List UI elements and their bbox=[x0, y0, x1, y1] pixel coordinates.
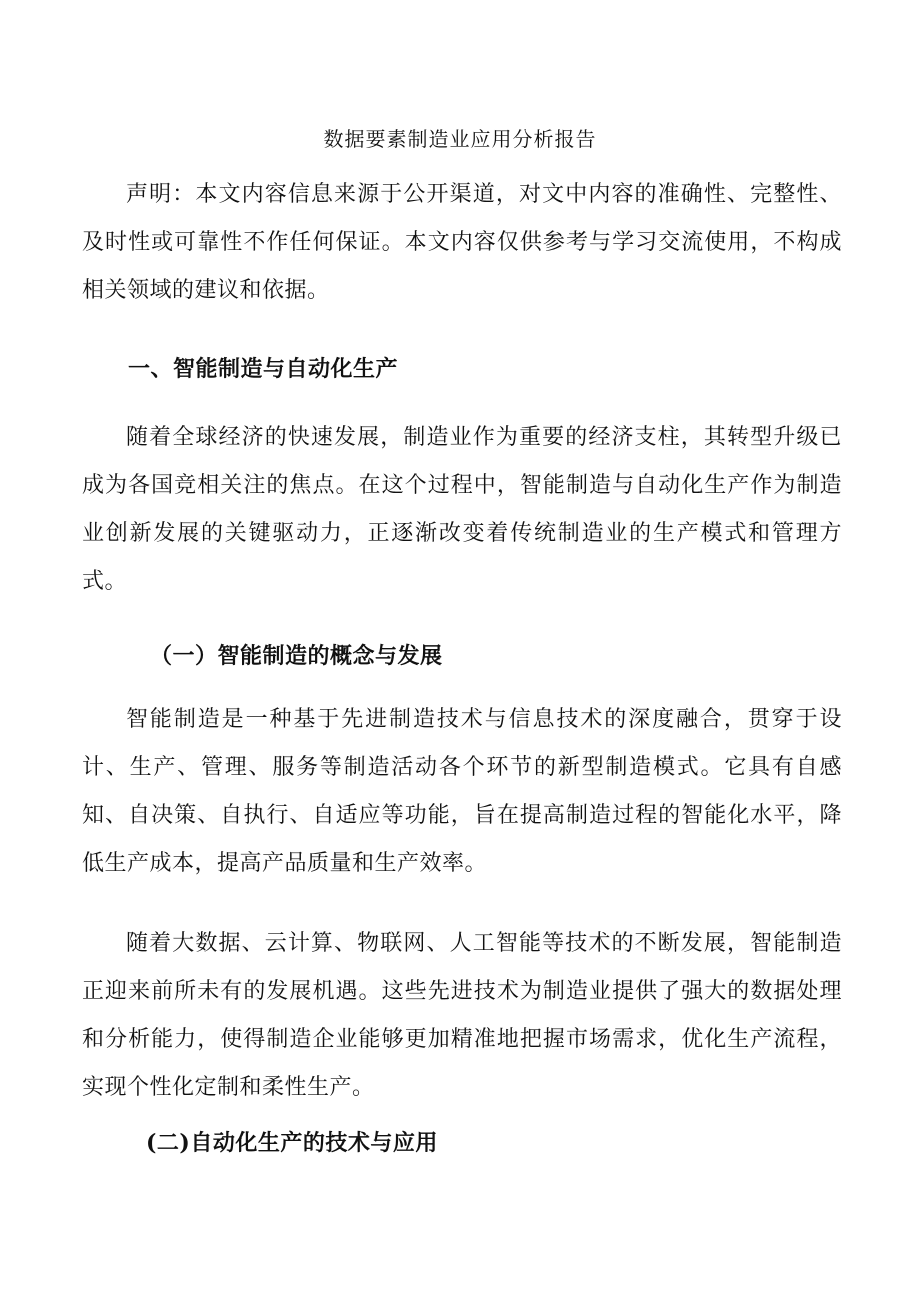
section-1-intro-paragraph: 随着全球经济的快速发展，制造业作为重要的经济支柱，其转型升级已成为各国竞相关注的焦点。在这个过程中，智能制造与自动化生产作为制造业创新发展的关键驱动力，正逐渐改变着传统制造业的生产模式和管理方式。 bbox=[82, 425, 842, 594]
subsection-heading-1-2: (二)自动化生产的技术与应用 bbox=[146, 1130, 438, 1156]
smart-manufacturing-trend-paragraph: 随着大数据、云计算、物联网、人工智能等技术的不断发展，智能制造正迎来前所未有的发展机遇。这些先进技术为制造业提供了强大的数据处理和分析能力，使得制造企业能够更加精准地把握市场需求，优化生产流程，实现个性化定制和柔性生产。 bbox=[82, 931, 842, 1100]
document-title: 数据要素制造业应用分析报告 bbox=[323, 127, 597, 151]
section-heading-1: 一、智能制造与自动化生产 bbox=[128, 356, 399, 382]
disclaimer-paragraph: 声明：本文内容信息来源于公开渠道，对文中内容的准确性、完整性、及时性或可靠性不作任何保证。本文内容仅供参考与学习交流使用，不构成相关领域的建议和依据。 bbox=[82, 182, 842, 303]
subsection-heading-1-1: （一）智能制造的概念与发展 bbox=[150, 643, 443, 669]
smart-manufacturing-concept-paragraph: 智能制造是一种基于先进制造技术与信息技术的深度融合，贯穿于设计、生产、管理、服务等制造活动各个环节的新型制造模式。它具有自感知、自决策、自执行、自适应等功能，旨在提高制造过程的智能化水平，降低生产成本，提高产品质量和生产效率。 bbox=[82, 707, 842, 876]
